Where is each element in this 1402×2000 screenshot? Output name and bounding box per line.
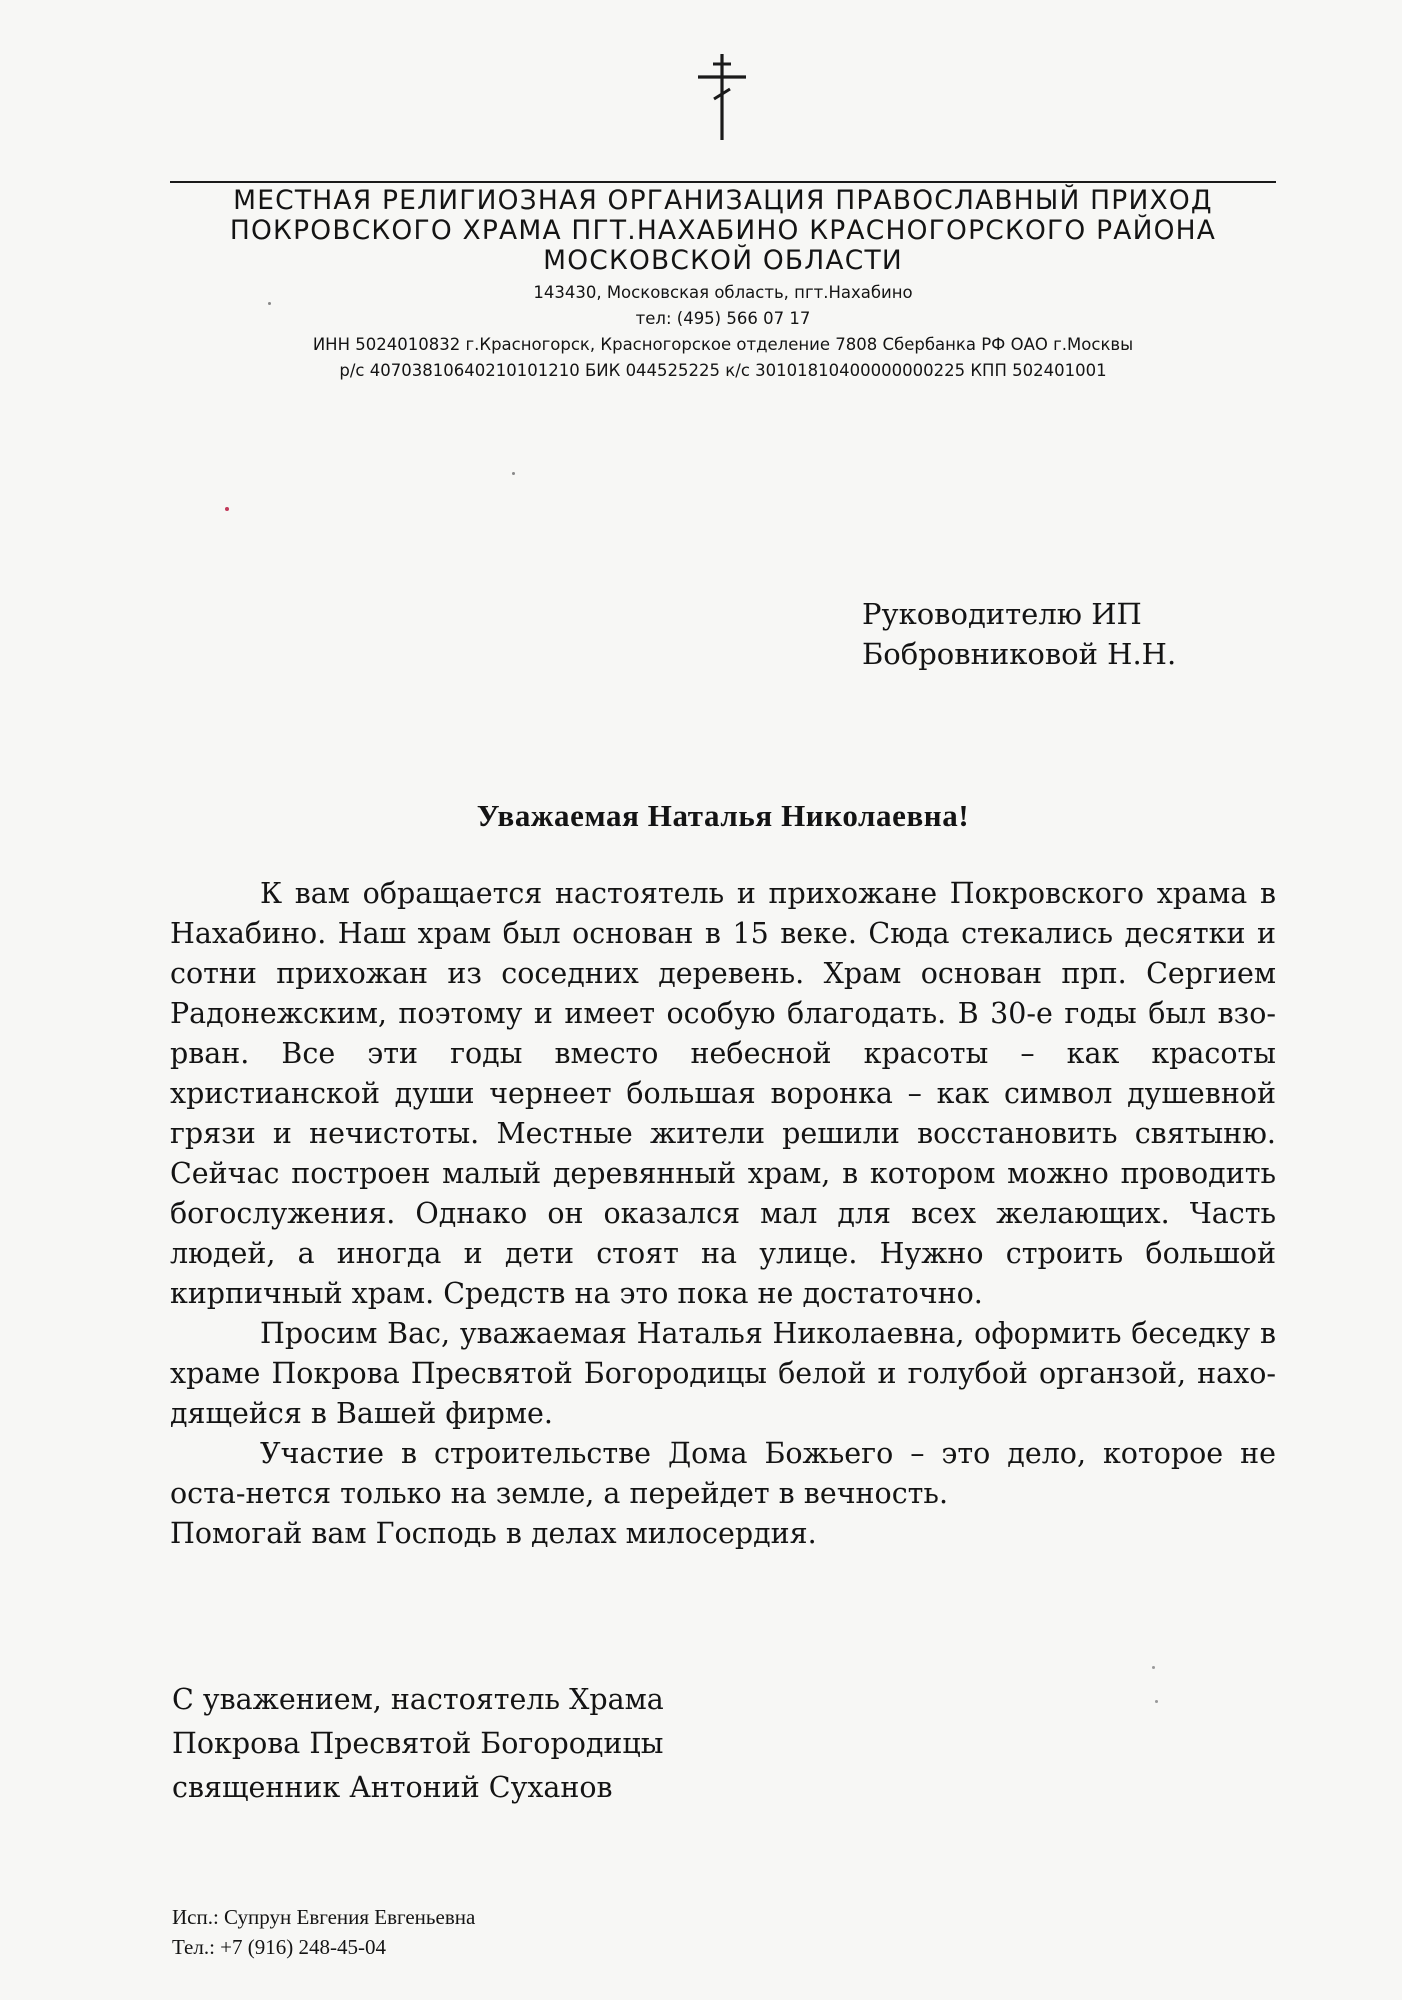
signature-line-3: священник Антоний Суханов (172, 1771, 613, 1804)
org-name-line-3: МОСКОВСКОЙ ОБЛАСТИ (543, 245, 903, 276)
signature-line-2: Покрова Пресвятой Богородицы (172, 1727, 664, 1760)
signature-block (172, 1678, 664, 1810)
addressee-block (862, 594, 1176, 674)
executor-phone: Тел.: +7 (916) 248-45-04 (172, 1935, 386, 1959)
header-divider (170, 181, 1276, 183)
scan-speck (1155, 1700, 1158, 1703)
scan-speck (268, 302, 271, 305)
organization-header (170, 186, 1276, 384)
addressee-line-1: Руководителю ИП (862, 597, 1142, 631)
addressee-line-2: Бобровниковой Н.Н. (862, 637, 1177, 671)
org-address: 143430, Московская область, пгт.Нахабино (533, 283, 913, 302)
body-closing-line: Помогай вам Господь в делах милосердия. (170, 1517, 817, 1550)
orthodox-cross-icon (692, 52, 752, 142)
org-phone: тел: (495) 566 07 17 (635, 309, 811, 328)
org-bank-details: ИНН 5024010832 г.Красногорск, Красногорское отделение 7808 Сбербанка РФ ОАО г.Москвы (312, 335, 1134, 354)
org-name-line-1: МЕСТНАЯ РЕЛИГИОЗНАЯ ОРГАНИЗАЦИЯ ПРАВОСЛАВНЫЙ ПРИХОД (233, 185, 1213, 216)
scan-speck (1152, 1666, 1155, 1669)
org-account-details: р/с 40703810640210101210 БИК 044525225 к/с 30101810400000000225 КПП 502401001 (339, 361, 1107, 380)
letter-body (170, 874, 1276, 1554)
body-paragraph-1: К вам обращается настоятель и прихожане Покровского храма в Нахабино. Наш храм был основан в 15 веке. Сюда стекались десятки и сотни прихожан из соседних деревень. Храм основан прп. Сергием Радонежским, поэтому и имеет особую благодать. В 30-е годы был взо-рван. Все эти годы вместо небесной красоты – как красоты христианской души чернеет большая воронка – как символ душевной грязи и нечистоты. Местные жители решили восстановить святыню. Сейчас построен малый деревянный храм, в котором можно проводить богослужения. Однако он оказался мал для всех желающих. Часть людей, а иногда и дети стоят на улице. Нужно строить большой кирпичный храм. Средств на это пока не достаточно. (170, 877, 1276, 1310)
salutation: Уважаемая Наталья Николаевна! (476, 798, 970, 833)
org-name-line-2: ПОКРОВСКОГО ХРАМА ПГТ.НАХАБИНО КРАСНОГОРСКОГО РАЙОНА (229, 215, 1217, 246)
executor-name: Исп.: Супрун Евгения Евгеньевна (172, 1905, 476, 1929)
signature-line-1: С уважением, настоятель Храма (172, 1683, 664, 1716)
body-paragraph-2: Просим Вас, уважаемая Наталья Николаевна, оформить беседку в храме Покрова Пресвятой Богородицы белой и голубой органзой, нахо-дящейся в Вашей фирме. (170, 1317, 1276, 1430)
scan-speck (225, 507, 229, 511)
body-paragraph-3: Участие в строительстве Дома Божьего – это дело, которое не оста-нется только на земле, а перейдет в вечность. (170, 1437, 1276, 1510)
executor-block (172, 1902, 475, 1962)
scan-speck (512, 472, 515, 475)
